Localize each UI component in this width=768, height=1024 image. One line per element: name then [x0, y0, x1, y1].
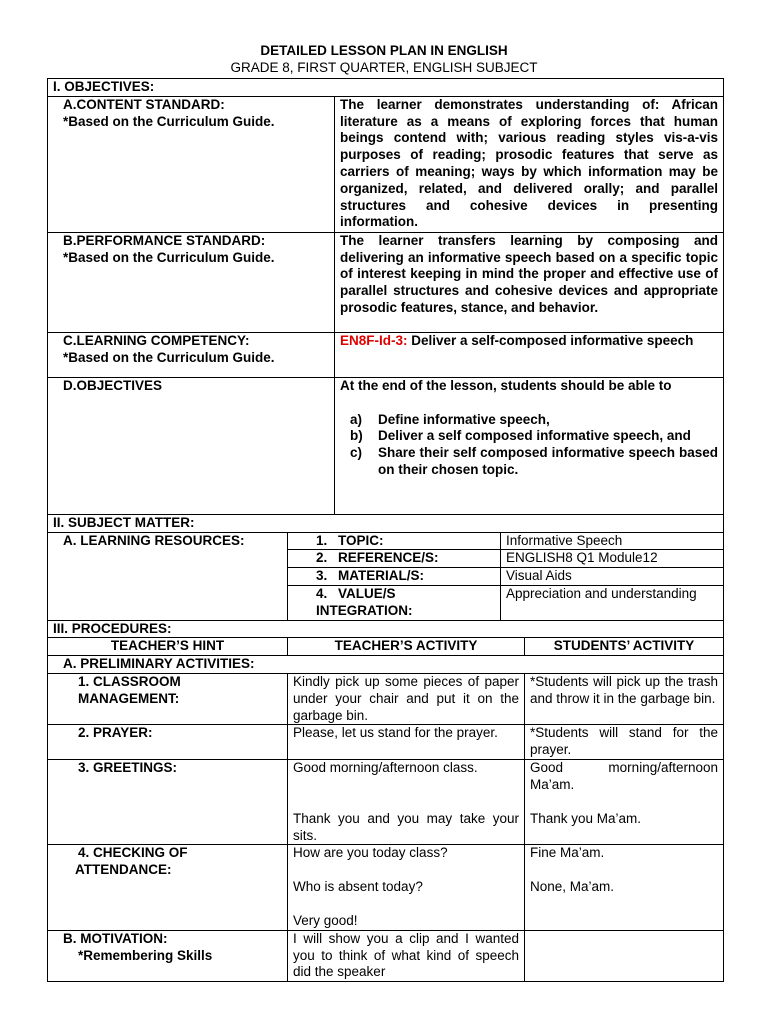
resource-value-values: Appreciation and understanding: [501, 585, 724, 620]
learning-competency-label-cell: [48, 332, 335, 377]
objectives-d-label: D.OBJECTIVES: [48, 377, 335, 514]
competency-text: Deliver a self-composed informative speech: [407, 332, 694, 348]
objective-item: b) Deliver a self composed informative speech, and: [350, 428, 691, 444]
greetings-student-activity: Good morning/afternoon Ma’am. Thank you Ma’am.: [525, 759, 724, 844]
attendance-label: 4. CHECKING OF ATTENDANCE:: [48, 845, 288, 930]
objective-item: a) Define informative speech,: [350, 411, 550, 427]
learning-competency-note: *Based on the Curriculum Guide.: [63, 349, 275, 365]
preliminary-activities-heading: A. PRELIMINARY ACTIVITIES:: [48, 656, 724, 674]
resource-label-topic: 1. TOPIC:: [288, 532, 501, 550]
classroom-management-label: 1. CLASSROOM MANAGEMENT:: [48, 673, 288, 724]
resource-value-materials: Visual Aids: [501, 568, 724, 586]
content-standard-label: A.CONTENT STANDARD:: [63, 96, 225, 112]
objectives-heading: I. OBJECTIVES:: [48, 79, 724, 97]
performance-standard-label-cell: [48, 232, 335, 332]
learning-competency-cell: [335, 332, 724, 377]
objectives-intro: At the end of the lesson, students should be able to: [340, 377, 672, 393]
content-standard-label-cell: [48, 96, 335, 232]
resource-value-topic: Informative Speech: [501, 532, 724, 550]
learning-competency-label: C.LEARNING COMPETENCY:: [63, 332, 250, 348]
content-standard-text: The learner demonstrates understanding of: African literature as a means of exploring forces that human beings contend with; various reading styles vis-a-vis purposes of reading; prosodic features that serve as carriers of meaning; ways by which information may be organized, related, and delivered orally; and parallel structures and cohesive devices in presenting information.: [335, 96, 724, 232]
performance-standard-note: *Based on the Curriculum Guide.: [63, 249, 275, 265]
document-title: DETAILED LESSON PLAN IN ENGLISH: [260, 43, 508, 58]
column-header-students: STUDENTS’ ACTIVITY: [525, 638, 724, 656]
prayer-label: 2. PRAYER:: [48, 725, 288, 760]
attendance-student-activity: Fine Ma’am. None, Ma’am.: [525, 845, 724, 930]
document-subtitle: GRADE 8, FIRST QUARTER, ENGLISH SUBJECT: [230, 60, 538, 75]
attendance-teacher-activity: How are you today class? Who is absent today? Very good!: [288, 845, 525, 930]
objective-item: c) Share their self composed informative speech based on their chosen topic.: [350, 445, 719, 477]
performance-standard-label: B.PERFORMANCE STANDARD:: [63, 232, 266, 248]
procedures-heading: III. PROCEDURES:: [48, 620, 724, 638]
greetings-teacher-activity: Good morning/afternoon class. Thank you and you may take your sits.: [288, 759, 525, 844]
greetings-label: 3. GREETINGS:: [48, 759, 288, 844]
resource-label-values: 4. VALUE/S INTEGRATION:: [288, 585, 501, 620]
content-standard-note: *Based on the Curriculum Guide.: [63, 113, 275, 129]
objectives-d-cell: [335, 377, 724, 514]
objectives-list: [340, 412, 718, 479]
subject-matter-heading: II. SUBJECT MATTER:: [48, 514, 724, 532]
motivation-student-activity: [525, 930, 724, 981]
resource-label-reference: 2. REFERENCE/S:: [288, 550, 501, 568]
learning-resources-label: A. LEARNING RESOURCES:: [48, 532, 288, 620]
motivation-label: B. MOTIVATION: *Remembering Skills: [48, 930, 288, 981]
resource-label-materials: 3. MATERIAL/S:: [288, 568, 501, 586]
performance-standard-text: The learner transfers learning by composing and delivering an informative speech based on a specific topic of interest keeping in mind the proper and effective use of parallel structures and cohesive devices and appropriate prosodic features, stance, and behavior.: [335, 232, 724, 332]
classroom-teacher-activity: Kindly pick up some pieces of paper under your chair and put it on the garbage bin.: [288, 673, 525, 724]
classroom-student-activity: *Students will pick up the trash and throw it in the garbage bin.: [525, 673, 724, 724]
column-header-hint: TEACHER’S HINT: [48, 638, 288, 656]
prayer-teacher-activity: Please, let us stand for the prayer.: [288, 725, 525, 760]
prayer-student-activity: *Students will stand for the prayer.: [525, 725, 724, 760]
lesson-plan-table: [47, 78, 724, 982]
competency-code: EN8F-Id-3:: [340, 332, 408, 348]
column-header-teacher: TEACHER’S ACTIVITY: [288, 638, 525, 656]
resource-value-reference: ENGLISH8 Q1 Module12: [501, 550, 724, 568]
motivation-teacher-activity: I will show you a clip and I wanted you to think of what kind of speech did the speaker: [288, 930, 525, 981]
